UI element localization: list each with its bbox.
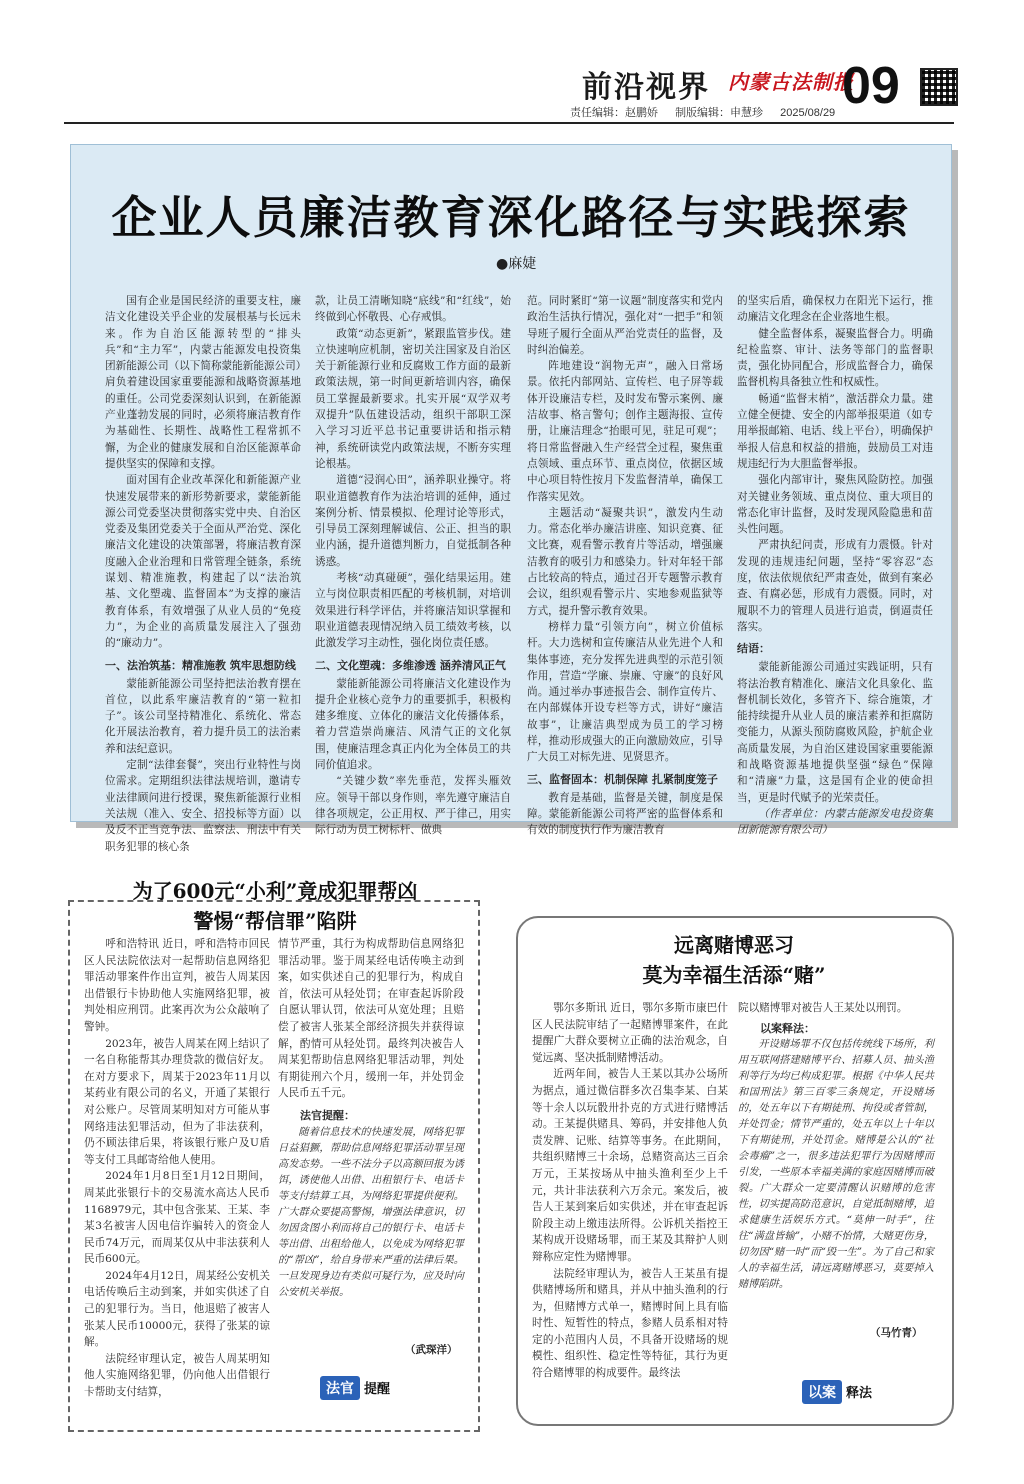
headline-line-1: 为了600元“小利”竟成犯罪帮凶 xyxy=(132,879,418,903)
fraud-case-column-2 xyxy=(278,936,464,1301)
paragraph: 呼和浩特讯 近日，呼和浩特市回民区人民法院依法对一起帮助信息网络犯罪活动罪案件作出宣判，被告人周某因出借银行卡协助他人实施网络犯罪，被判处相应刑罚。此案再次为公众敲响了警钟。 xyxy=(84,938,270,1033)
feature-headline: 企业人员廉洁教育深化路径与实践探索 xyxy=(111,191,911,244)
headline-line-2: 警惕“帮信罪”陷阱 xyxy=(193,909,357,933)
paragraph: 面对国有企业改革深化和新能源产业快速发展带来的新形势新要求，蒙能新能源公司党委坚决贯彻落实党中央、自治区党委及集团党委关于全面从严治党、深化廉洁文化建设的决策部署，将廉洁教育深度融入企业治理和日常管理全链条，系统谋划、精准施教，构建起了以“法治筑基、文化塑魂、监督固本”为支撑的廉洁教育体系，有效增强了从业人员的“免疫力”，为企业的高质量发展注入了强劲的“廉动力”。 xyxy=(105,474,301,650)
fraud-case-column-1 xyxy=(84,936,270,1401)
judge-tip-text: 随着信息技术的快速发展，网络犯罪日益猖獗，帮助信息网络犯罪活动罪呈现高发态势。一些不法分子以高额回报为诱饵，诱使他人出借、出租银行卡、电话卡等支付结算工具，为网络犯罪提供便利。广大群众要提高警惕，增强法律意识，切勿因贪图小利而将自己的银行卡、电话卡等出借、出租给他人，以免成为网络犯罪的“帮凶”，给自身带来严重的法律后果。一旦发现身边有类似可疑行为，应及时向公安机关举报。 xyxy=(278,1126,464,1298)
fraud-case-byline: （武琛洋） xyxy=(405,1344,458,1356)
paragraph: 畅通“监督末梢”，激活群众力量。建立健全便捷、安全的内部举报渠道（如专用举报邮箱、电话、线上平台），明确保护举报人信息和权益的措施，鼓励员工对违规违纪行为大胆监督举报。 xyxy=(737,392,933,470)
fraud-case-headline xyxy=(80,876,470,936)
paragraph: 蒙能新能源公司通过实践证明，只有将法治教育精准化、廉洁文化具象化、监督机制长效化，多管齐下、综合施策，才能持续提升从业人员的廉洁素养和拒腐防变能力，从源头预防腐败风险，护航企业高质量发展，为自治区建设国家重要能源和战略资源基地提供坚强“绿色”保障和“清廉”力量，这是国有企业的使命担当，更是时代赋予的光荣责任。 xyxy=(737,661,933,804)
law-explanation-text: 开设赌场罪不仅包括传统线下场所，利用互联网搭建赌博平台、招募人员、抽头渔利等行为均已构成犯罪。根据《中华人民共和国刑法》第三百零三条规定，开设赌场的，处五年以下有期徒刑、拘役或者管制，并处罚金；情节严重的，处五年以上十年以下有期徒刑，并处罚金。赌博是公认的“社会毒瘤”之一，很多违法犯罪行为因赌博而引发，一些原本幸福美满的家庭因赌博而破裂。广大群众一定要清醒认识赌博的危害性，切实提高防范意识，自觉抵制赌博，追求健康生活娱乐方式。“莫伸一时手”，往往“满盘皆输”，小赌不怡情，大赌更伤身，切勿因“赌一时”而“毁一生”。为了自己和家人的幸福生活，请远离赌博恶习，莫要掉入赌博陷阱。 xyxy=(738,1039,934,1291)
section-heading: 二、文化塑魂：多维渗透 涵养清风正气 xyxy=(315,658,506,672)
gambling-case-column-1 xyxy=(532,1000,728,1382)
headline-line-2: 莫为幸福生活添“赌” xyxy=(642,963,826,987)
case-law-badge xyxy=(802,1380,872,1404)
paragraph: 2024年4月12日，周某经公安机关电话传唤后主动到案，并如实供述了自己的犯罪行为。当日，他退赔了被害人张某人民币10000元，获得了张某的谅解。 xyxy=(84,1269,270,1349)
badge-label: 提醒 xyxy=(364,1382,391,1397)
section-title: 前沿视界 xyxy=(582,70,710,105)
paragraph: 主题活动“凝聚共识”，激发内生动力。常态化举办廉洁讲座、知识竞赛、征文比赛，观看警示教育片等活动，增强廉洁教育的吸引力和感染力。针对年轻干部占比较高的特点，通过召开专题警示教育会议，组织观看警示片、实地参观监狱等方式，提升警示教育效果。 xyxy=(527,506,723,617)
paragraph: 教育是基础，监督是关键，制度是保障。蒙能新能源公司将严密的监督体系和有效的制度执行作为廉洁教育 xyxy=(527,791,723,837)
paragraph: 强化内部审计，聚焦风险防控。加强对关键业务领域、重点岗位、重大项目的常态化审计监督，及时发现风险隐患和苗头性问题。 xyxy=(737,474,933,536)
newspaper-logo: 内蒙古法制报 xyxy=(728,70,854,94)
paragraph: 法院经审理认为，被告人王某虽有提供赌博场所和赌具，并从中抽头渔利的行为，但赌博方式单一，赌博时间上具有临时性、短暂性的特点，参赌人员系相对特定的小范围内人员，不具备开设赌场的规模性、组织性、稳定性等特征，其行为更符合赌博罪的构成要件。最终法 xyxy=(532,1267,728,1380)
badge-label: 法官 xyxy=(320,1376,360,1400)
judge-tip-badge xyxy=(320,1376,390,1400)
paragraph: 道德“浸润心田”，涵养职业操守。将职业道德教育作为法治培训的延伸，通过案例分析、情景模拟、伦理讨论等形式，引导员工深刻理解诚信、公正、担当的职业内涵，提升道德判断力，自觉抵制各种诱惑。 xyxy=(315,474,511,568)
paragraph: 考核“动真碰硬”，强化结果运用。建立与岗位职责相匹配的考核机制，对培训效果进行科学评估，并将廉洁知识掌握和职业道德表现情况纳入员工绩效考核，以此激发学习主动性，强化岗位责任感。 xyxy=(315,572,511,650)
feature-column-1 xyxy=(105,293,301,855)
paragraph: 阵地建设“润物无声”，融入日常场景。依托内部网站、宣传栏、电子屏等载体开设廉洁专栏，及时发布警示案例、廉洁故事、格言警句；创作主题海报、宣传册，让廉洁理念“抬眼可见，驻足可观”；将日常监督融入生产经营全过程，聚焦重点领域、重点环节、重点岗位，依据区域中心项目特性按月下发监督清单，确保工作落实见效。 xyxy=(527,360,723,503)
layout-editor-credit: 制版编辑：申慧珍 xyxy=(675,107,764,119)
section-heading: 三、监督固本：机制保障 扎紧制度笼子 xyxy=(527,772,718,786)
paragraph: 蒙能新能源公司坚持把法治教育摆在首位，以此系牢廉洁教育的“第一粒扣子”。该公司坚持精准化、系统化、常态化开展法治教育，着力提升员工的法治素养和法纪意识。 xyxy=(105,677,301,755)
page-number: 09 xyxy=(842,57,900,115)
paragraph: 蒙能新能源公司将廉洁文化建设作为提升企业核心竞争力的重要抓手，积极构建多维度、立体化的廉洁文化传播体系，着力营造崇尚廉洁、风清气正的文化氛围，使廉洁理念真正内化为全体员工的共同价值追求。 xyxy=(315,677,511,772)
paragraph: 院以赌博罪对被告人王某处以刑罚。 xyxy=(738,1002,908,1014)
paragraph: 榜样力量“引领方向”，树立价值标杆。大力选树和宣传廉洁从业先进个人和集体事迹，充分发挥先进典型的示范引领作用，营造“学廉、崇廉、守廉”的良好风尚。通过举办事迹报告会、制作宣传片、在内部媒体开设专栏等方式，讲好“廉洁故事”，让廉洁典型成为员工的学习榜样，推动形成强大的正向激励效应，引导广大员工对标先进、见贤思齐。 xyxy=(527,620,723,764)
paragraph: 定制“法律套餐”，突出行业特性与岗位需求。定期组织法律法规培训，邀请专业法律顾问进行授课，聚焦新能源行业相关法规（准入、安全、招投标等方面）以及反不正当竞争法、监察法、刑法中有关职务犯罪的核心条 xyxy=(105,759,301,853)
paragraph: 2024年1月8日至1月12日期间，周某此张银行卡的交易流水高达人民币1168979元，其中包含张某、王某、李某3名被害人因电信诈骗转入的资金人民币74万元，而周某仅从中非法获利人民币600元。 xyxy=(84,1170,270,1266)
badge-label: 释法 xyxy=(846,1386,873,1401)
paragraph: 情节严重，其行为构成帮助信息网络犯罪活动罪。鉴于周某经电话传唤主动到案，如实供述自己的犯罪行为，构成自首，依法可从轻处罚；在审查起诉阶段自愿认罪认罚，依法可从宽处理；且赔偿了被害人张某全部经济损失并获得谅解，酌情可从轻处罚。最终判决被告人周某犯帮助信息网络犯罪活动罪，判处有期徒刑六个月，缓刑一年，并处罚金人民币五千元。 xyxy=(278,938,464,1100)
paragraph: 2023年，被告人周某在网上结识了一名自称能帮其办理贷款的微信好友。在对方要求下，周某于2023年11月以某药业有限公司的名义，开通了某银行对公账户。尽管周某明知对方可能从事网络违法犯罪活动，但为了非法获利，仍不顾法律后果，将该银行账户及U盾等支付工具邮寄给他人使用。 xyxy=(84,1037,270,1166)
qr-code-icon xyxy=(920,68,958,106)
section-heading: 一、法治筑基：精准施教 筑牢思想防线 xyxy=(105,658,296,672)
paragraph: 鄂尔多斯讯 近日，鄂尔多斯市康巴什区人民法院审结了一起赌博罪案件，在此提醒广大群众要树立正确的法治观念，自觉远离、坚决抵制赌博活动。 xyxy=(532,1002,728,1064)
paragraph: “关键少数”率先垂范，发挥头雁效应。领导干部以身作则，率先遵守廉洁自律各项规定，公正用权、严于律己，用实际行动为员工树标杆、做典 xyxy=(315,775,511,837)
paragraph: 健全监督体系，凝聚监督合力。明确纪检监察、审计、法务等部门的监督职责，强化协同配合，形成监督合力，确保监督机构具备独立性和权威性。 xyxy=(737,327,933,389)
paragraph: 严肃执纪问责，形成有力震慑。针对发现的违规违纪问题，坚持“零容忍”态度，依法依规依纪严肃查处，做到有案必查、有腐必惩，形成有力震慑。同时，对履职不力的管理人员进行追责，倒逼责任落实。 xyxy=(737,539,933,633)
paragraph: 国有企业是国民经济的重要支柱，廉洁文化建设关乎企业的发展根基与长远未来。作为自治区能源转型的“排头兵”和“主力军”，内蒙古能源发电投资集团新能源公司（以下简称蒙能新能源公司）肩负着建设国家重要能源和战略资源基地的重任。公司党委深刻认识到，在新能源产业蓬勃发展的同时，必须将廉洁教育作为基础性、长期性、战略性工程常抓不懈，为企业的健康发展和自治区能源革命提供坚实的保障和支撑。 xyxy=(105,295,301,470)
credit-line xyxy=(570,104,849,120)
paragraph: 政策“动态更新”，紧跟监管步伐。建立快速响应机制，密切关注国家及自治区关于新能源行业和反腐败工作方面的最新政策法规，第一时间更新培训内容，确保员工掌握最新要求。扎实开展“双学双考双提升”队伍建设活动，组织干部职工深入学习习近平总书记重要讲话和指示精神，系统研读党内政策法规，不断夯实理论根基。 xyxy=(315,327,511,470)
paragraph: 款，让员工清晰知晓“底线”和“红线”，始终做到心怀敬畏、心存戒惧。 xyxy=(315,295,511,324)
paragraph: 范。同时紧盯“第一议题”制度落实和党内政治生活执行情况，强化对“一把手”和领导班子履行全面从严治党责任的监督，及时纠治偏差。 xyxy=(527,295,723,356)
header-divider xyxy=(64,122,954,124)
feature-author: ●麻婕 xyxy=(496,256,537,272)
judge-tip-heading: 法官提醒： xyxy=(300,1108,355,1122)
badge-label: 以案 xyxy=(802,1380,842,1404)
law-explanation-heading: 以案释法： xyxy=(760,1021,815,1035)
gambling-case-column-2 xyxy=(738,1000,934,1293)
feature-column-2 xyxy=(315,293,511,839)
feature-column-4 xyxy=(737,293,933,839)
paragraph: 法院经审理认定，被告人周某明知他人实施网络犯罪，仍向他人出借银行卡帮助支付结算， xyxy=(84,1352,270,1399)
gambling-case-headline xyxy=(516,930,952,990)
feature-article xyxy=(70,144,952,853)
editor-credit: 责任编辑：赵鹏娇 xyxy=(570,107,658,119)
paragraph: 的坚实后盾，确保权力在阳光下运行，推动廉洁文化理念在企业落地生根。 xyxy=(737,295,933,324)
headline-line-1: 远离赌博恶习 xyxy=(674,933,794,957)
issue-date: 2025/08/29 xyxy=(780,107,836,119)
gambling-case-byline: （马竹青） xyxy=(870,1327,923,1339)
author-affiliation: （作者单位：内蒙古能源发电投资集团新能源有限公司） xyxy=(737,807,933,837)
section-heading: 结语： xyxy=(737,642,770,656)
paragraph: 近两年间，被告人王某以其办公场所为据点，通过微信群多次召集李某、白某等十余人以玩骰卅扑克的方式进行赌博活动。王某提供赌具、筹码，并安排他人负责发牌、记账、结算等事务。在此期间，共组织赌博三十余场，总赌资高达三百余万元，王某按场从中抽头渔利至少上千元，共计非法获利六万余元。案发后，被告人王某到案后如实供述，并在审查起诉阶段主动上缴违法所得。公诉机关指控王某构成开设赌场罪，而王某及其辩护人则辩称应定性为赌博罪。 xyxy=(532,1068,728,1263)
feature-column-3 xyxy=(527,293,723,839)
